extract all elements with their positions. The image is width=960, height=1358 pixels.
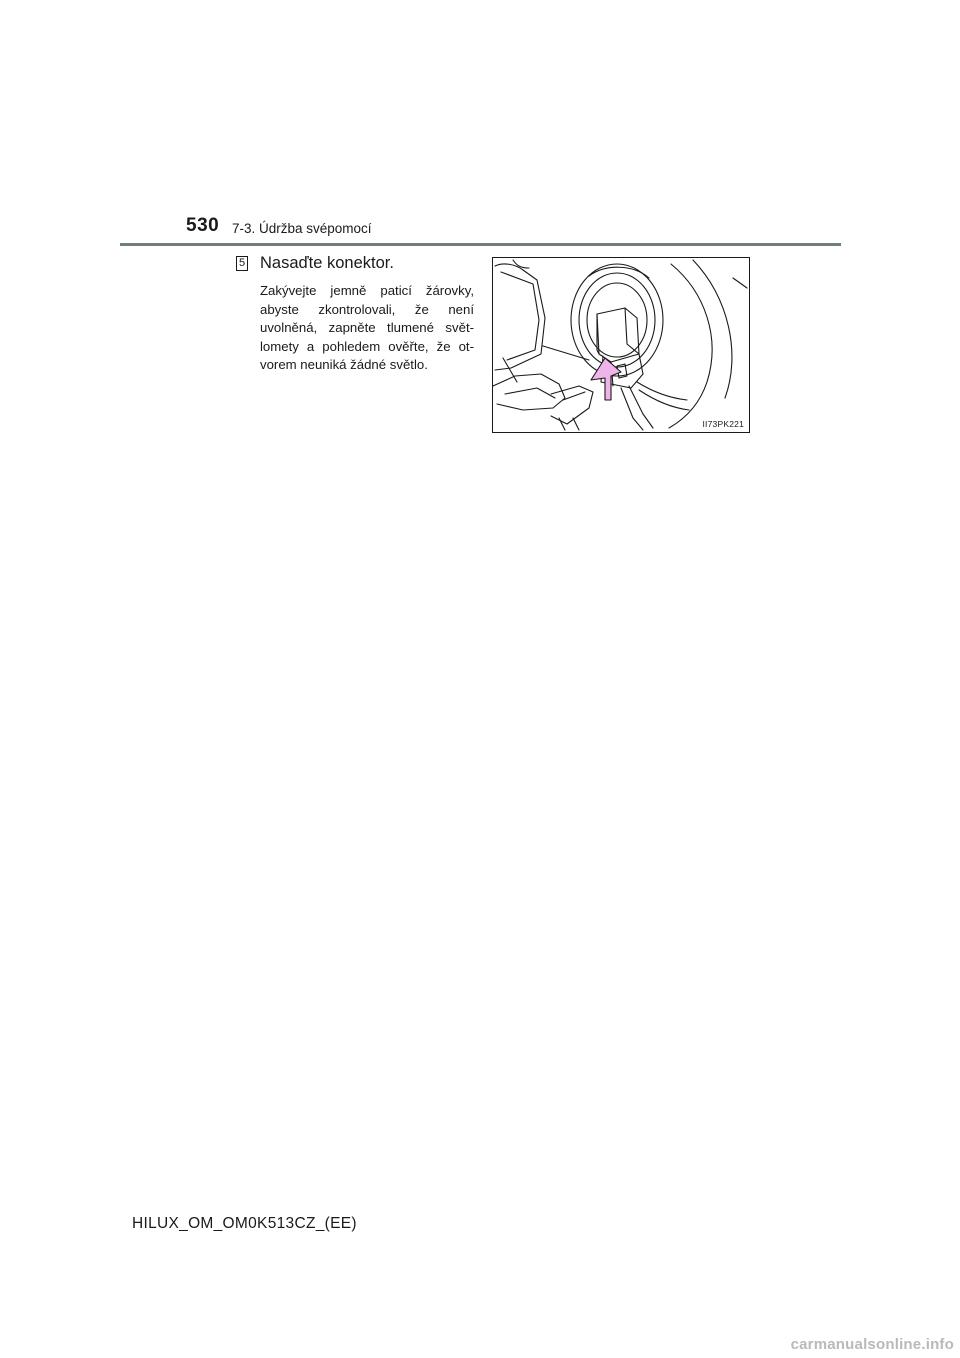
step-heading: Nasaďte konektor. bbox=[260, 254, 394, 272]
connector-illustration bbox=[492, 257, 750, 433]
page-number: 530 bbox=[186, 215, 220, 236]
push-direction-arrow bbox=[493, 258, 749, 432]
watermark: carmanualsonline.info bbox=[790, 1336, 954, 1353]
step-description: Zakývejte jemně paticí žárovky, abyste zkontrolovali, že není uvolněná, zapněte tlumené svět-lomety a pohledem ověřte, že ot-vorem neuniká žádné světlo. bbox=[260, 283, 474, 373]
header-rule bbox=[120, 243, 841, 246]
step-number-badge: 5 bbox=[236, 256, 248, 271]
section-title: 7-3. Údržba svépomocí bbox=[232, 221, 372, 236]
figure-code: II73PK221 bbox=[702, 419, 744, 429]
footer-document-id: HILUX_OM_OM0K513CZ_(EE) bbox=[132, 1215, 357, 1232]
